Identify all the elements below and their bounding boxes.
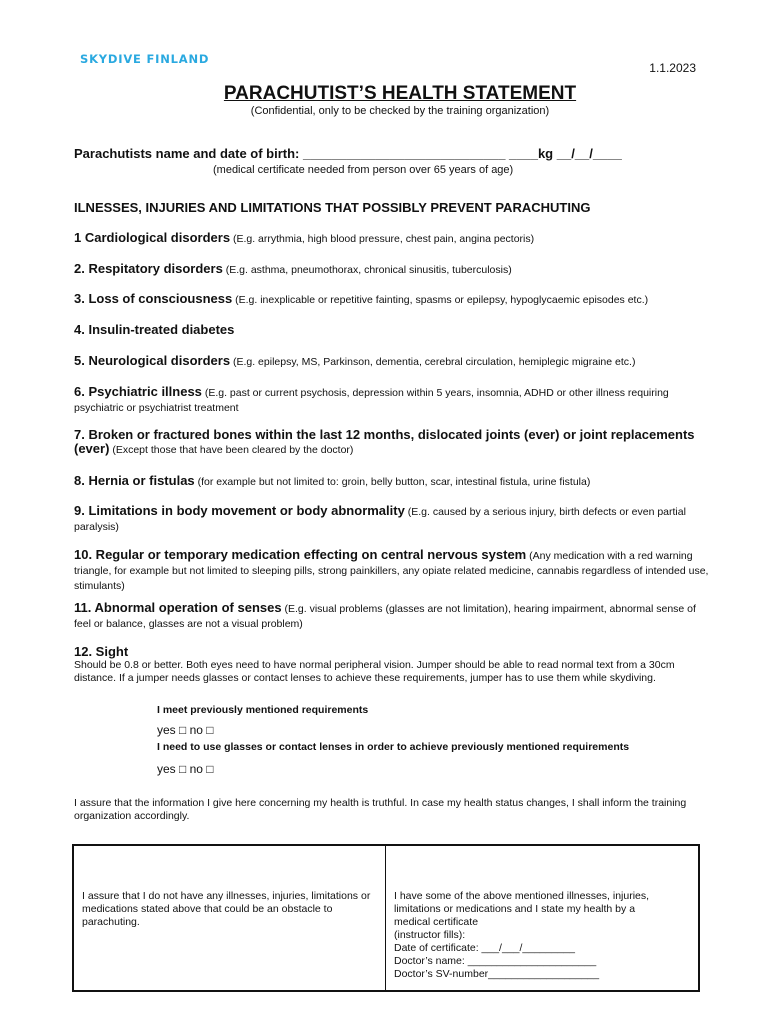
item-senses (74, 601, 714, 631)
item-description: (E.g. past or current psychosis, depression within 5 years, insomnia, ADHD or other illness requiring psychiatric or psychiatrist treatment (74, 387, 669, 414)
item-description: (E.g. asthma, pneumothorax, chronical sinusitis, tuberculosis) (222, 264, 512, 276)
name-birthdate-field[interactable]: Parachutists name and date of birth: ____________________________ ____kg __/__/____ (74, 146, 622, 161)
item-consciousness (74, 292, 714, 307)
certificate-line: limitations or medications and I state my health by a (394, 903, 636, 915)
item-bones (74, 428, 714, 457)
item-heading: 12. Sight (74, 644, 129, 659)
declaration-medical-certificate[interactable] (386, 846, 698, 990)
declaration-table (72, 844, 700, 992)
certificate-line: (instructor fills): (394, 929, 466, 941)
item-medication (74, 548, 714, 593)
declaration-no-illness[interactable]: I assure that I do not have any illnesses, injuries, limitations or medications stated above that could be an obstacle to parachuting. (74, 846, 386, 990)
item-cardiological (74, 231, 714, 246)
item-respiratory (74, 262, 714, 277)
doctor-sv-number-field[interactable]: Doctor’s SV-number___________________ (394, 968, 600, 980)
item-heading: 2. Respitatory disorders (74, 261, 223, 276)
sight-requirement-1: I meet previously mentioned requirements (157, 704, 369, 716)
certificate-line: I have some of the above mentioned illnesses, injuries, (394, 890, 650, 902)
item-description: (E.g. visual problems (glasses are not limitation), hearing impairment, abnormal sense of feel or balance, glasses are not a visual problem) (74, 603, 696, 630)
item-heading: 6. Psychiatric illness (74, 384, 202, 399)
item-hernia (74, 474, 714, 489)
document-date: 1.1.2023 (649, 61, 696, 75)
page-title: PARACHUTIST’S HEALTH STATEMENT (223, 83, 577, 104)
item-description: (E.g. inexplicable or repetitive fainting, spasms or epilepsy, hypoglycaemic episodes etc.) (232, 294, 649, 306)
item-heading: 4. Insulin-treated diabetes (74, 322, 235, 337)
certificate-line: medical certificate (394, 916, 479, 928)
item-heading: 5. Neurological disorders (74, 353, 231, 368)
item-heading: 9. Limitations in body movement or body abnormality (74, 503, 405, 518)
item-description: (E.g. epilepsy, MS, Parkinson, dementia, cerebral circulation, hemiplegic migraine etc.) (230, 356, 636, 368)
item-heading: 7. Broken or fractured bones within the last 12 months, dislocated joints (ever) or joint replacements (ever) (74, 427, 695, 456)
sight-yes-no-checkboxes-2[interactable]: yes □ no □ (157, 762, 214, 776)
item-description: (for example but not limited to: groin, belly button, scar, intestinal fistula, urine fistula) (194, 476, 591, 488)
item-psychiatric (74, 385, 714, 415)
skydive-finland-logo: SKYDIVE FINLAND (80, 52, 210, 66)
assurance-statement: I assure that the information I give here concerning my health is truthful. In case my health status changes, I shall inform the training organization accordingly. (74, 797, 687, 822)
item-description: (Except those that have been cleared by the doctor) (109, 444, 354, 456)
item-description: (E.g. arrythmia, high blood pressure, chest pain, angina pectoris) (230, 233, 535, 245)
name-note: (medical certificate needed from person over 65 years of age) (213, 164, 514, 176)
item-description: (E.g. caused by a serious injury, birth defects or even partial paralysis) (74, 506, 686, 533)
item-body-movement (74, 504, 714, 534)
item-heading: 11. Abnormal operation of senses (74, 600, 282, 615)
sight-yes-no-checkboxes-1[interactable]: yes □ no □ (157, 723, 214, 737)
item-heading: 8. Hernia or fistulas (74, 473, 195, 488)
item-heading: 3. Loss of consciousness (74, 291, 233, 306)
doctor-name-field[interactable]: Doctor’s name: ______________________ (394, 955, 597, 967)
item-diabetes (74, 323, 714, 338)
item-heading: 10. Regular or temporary medication effecting on central nervous system (74, 547, 527, 562)
item-description: (Any medication with a red warning triangle, for example but not limited to sleeping pills, strong painkillers, any opiate related medicine, cannabis regardless of intended use, stimulants) (74, 550, 709, 592)
section-heading: ILNESSES, INJURIES AND LIMITATIONS THAT POSSIBLY PREVENT PARACHUTING (74, 200, 591, 215)
item-neurological (74, 354, 714, 369)
item-heading: 1 Cardiological disorders (74, 230, 231, 245)
page-subtitle: (Confidential, only to be checked by the training organization) (250, 105, 550, 117)
sight-requirements-text: Should be 0.8 or better. Both eyes need to have normal peripheral vision. Jumper should be able to read normal text from a 30cm distance. If a jumper needs glasses or contact lenses to achieve these requirements, jumper has to use them while skydiving. (74, 659, 675, 684)
item-sight (74, 645, 714, 660)
certificate-date-field[interactable]: Date of certificate: ___/___/_________ (394, 942, 575, 954)
sight-requirement-2: I need to use glasses or contact lenses in order to achieve previously mentioned requirements (157, 741, 630, 753)
